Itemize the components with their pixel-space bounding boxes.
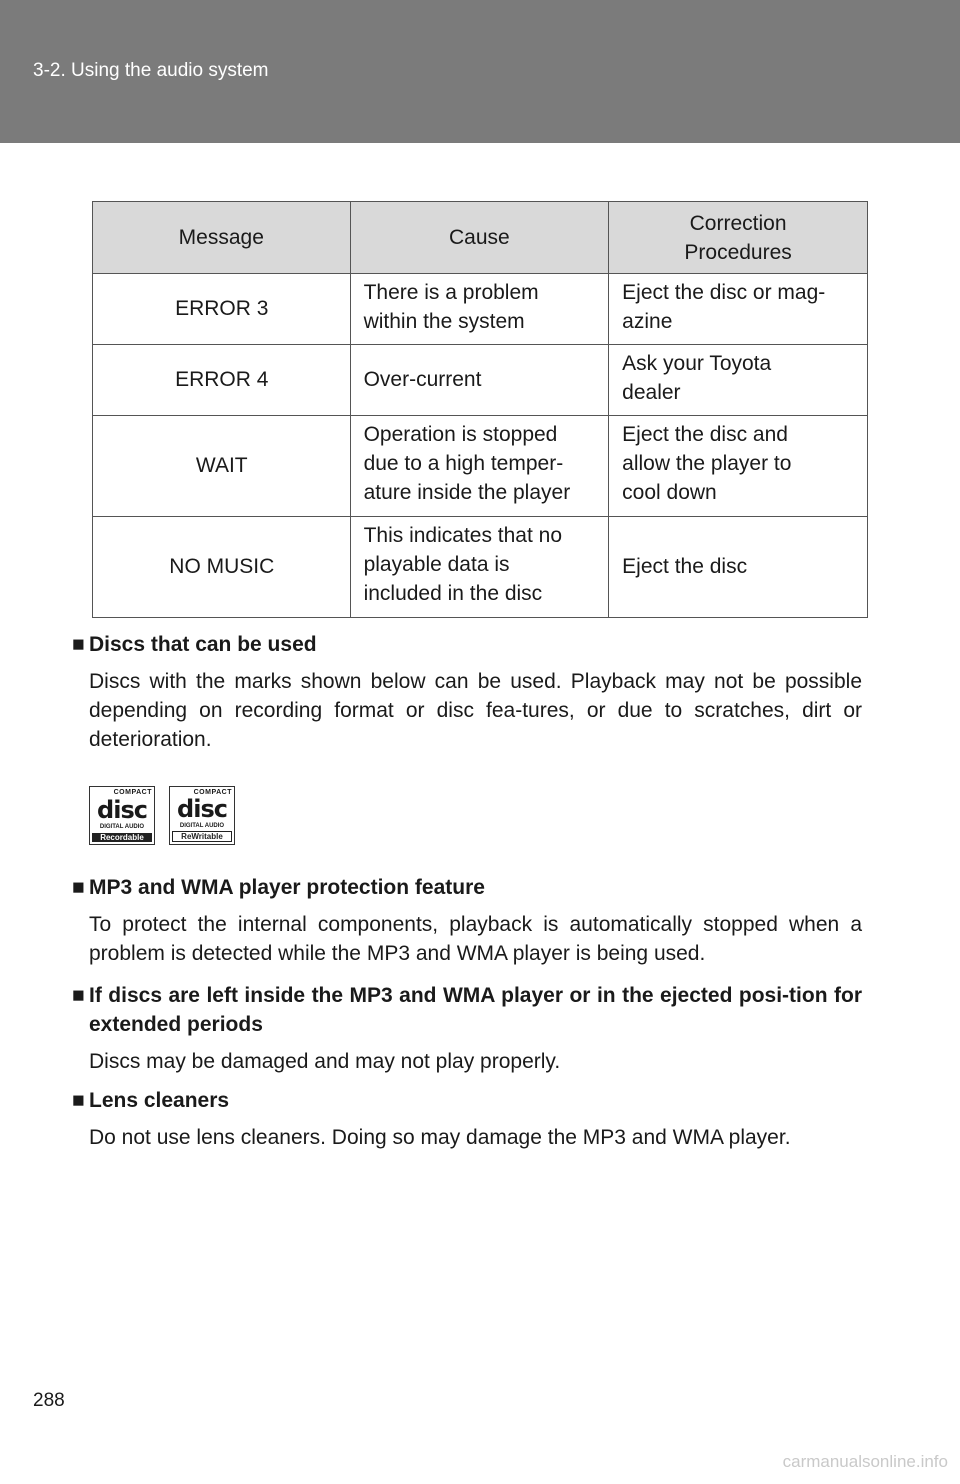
cell-cause: Operation is stopped due to a high temper-ature inside the player [350, 416, 609, 517]
cell-correction: Eject the disc and allow the player to cool down [609, 416, 868, 517]
table-row [93, 517, 868, 618]
bullet-square-icon: ■ [72, 633, 85, 656]
cell-message: NO MUSIC [93, 517, 351, 618]
compact-disc-rewritable-logo: COMPACT disc DIGITAL AUDIO ReWritable [169, 786, 235, 845]
section-discs-usable [72, 630, 862, 754]
column-header-cause: Cause [350, 202, 609, 274]
cell-correction: Eject the disc or mag-azine [609, 274, 868, 345]
bullet-square-icon: ■ [72, 876, 85, 899]
disc-logos [89, 786, 235, 845]
column-header-message: Message [93, 202, 351, 274]
page-header [0, 0, 960, 143]
cell-cause: There is a problem within the system [350, 274, 609, 345]
section-heading: MP3 and WMA player protection feature [89, 876, 485, 899]
section-title: 3-2. Using the audio system [33, 60, 269, 81]
error-message-table [92, 201, 868, 618]
section-body: Discs may be damaged and may not play properly. [89, 1050, 561, 1073]
bullet-square-icon: ■ [72, 1089, 85, 1112]
section-body: To protect the internal components, playback is automatically stopped when a problem is detected while the MP3 and WMA player is being used. [89, 913, 862, 965]
section-discs-left-inside [72, 981, 862, 1076]
section-body: Discs with the marks shown below can be used. Playback may not be possible depending on recording format or disc fea-tures, or due to scratches, dirt or deterioration. [89, 670, 862, 751]
cell-message: WAIT [93, 416, 351, 517]
cell-correction: Eject the disc [609, 517, 868, 618]
section-heading: If discs are left inside the MP3 and WMA player or in the ejected posi-tion for extended periods [89, 984, 862, 1036]
cell-message: ERROR 3 [93, 274, 351, 345]
table-row [93, 345, 868, 416]
section-body: Do not use lens cleaners. Doing so may damage the MP3 and WMA player. [89, 1126, 791, 1149]
section-heading: Lens cleaners [89, 1089, 230, 1112]
table-row [93, 416, 868, 517]
section-protection-feature [72, 873, 862, 968]
cell-cause: This indicates that no playable data is included in the disc [350, 517, 609, 618]
column-header-correction: Correction Procedures [609, 202, 868, 274]
section-heading: Discs that can be used [89, 633, 317, 656]
page-number: 288 [33, 1390, 65, 1411]
watermark: carmanualsonline.info [782, 1452, 948, 1471]
section-lens-cleaners [72, 1086, 862, 1152]
table-row [93, 274, 868, 345]
cell-correction: Ask your Toyota dealer [609, 345, 868, 416]
table-header-row [93, 202, 868, 274]
cell-message: ERROR 4 [93, 345, 351, 416]
cell-cause: Over-current [350, 345, 609, 416]
compact-disc-recordable-logo: COMPACT disc DIGITAL AUDIO Recordable [89, 786, 155, 845]
bullet-square-icon: ■ [72, 984, 85, 1007]
